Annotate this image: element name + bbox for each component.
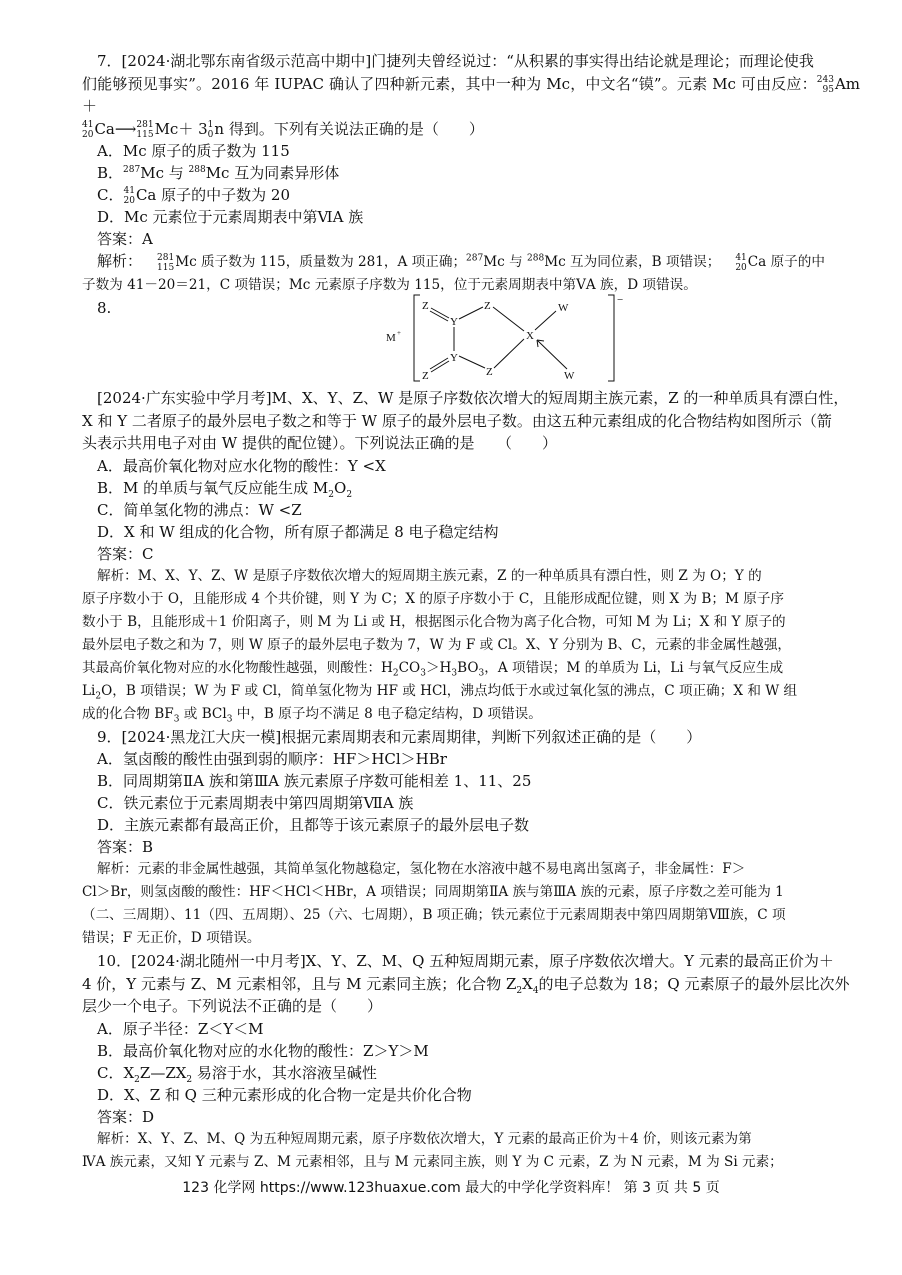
atom-z-top-left: Z <box>422 300 429 312</box>
atom-z-bottom-left: Z <box>422 370 429 382</box>
page-footer: 123 化学网 https://www.123huaxue.com 最大的中学化学资料库！ 第 3 页 共 5 页 <box>182 1180 720 1196</box>
atom-y-bottom: Y <box>450 352 458 364</box>
q10-option-b: B．最高价氧化物对应的水化物的酸性：Z＞Y＞M <box>97 1041 429 1060</box>
q8-structure-diagram <box>386 289 646 389</box>
atom-z-top: Z <box>484 300 491 312</box>
atom-x: X <box>526 330 534 342</box>
q8-explanation-line4: 最外层电子数之和为 7，则 W 原子的最外层电子数为 7，W 为 F 或 Cl。X、Y 分别为 B、C，元素的非金属性越强， <box>82 636 792 653</box>
q8-diagram-block <box>82 294 860 387</box>
q7-option-b: B．$^{287}$Mc 与 $^{288}$Mc 互为同素异形体 <box>97 164 340 182</box>
atom-z-bottom: Z <box>486 366 493 378</box>
q10-option-a: A．原子半径：Z＜Y＜M <box>97 1019 264 1038</box>
document-body <box>82 50 860 1174</box>
q10-option-d: D．X、Z 和 Q 三种元素形成的化合物一定是共价化合物 <box>97 1085 472 1104</box>
q8-explanation-line1: 解析：M、X、Y、Z、W 是原子序数依次增大的短周期主族元素，Z 的一种单质具有漂白性，则 Z 为 O；Y 的 <box>97 567 762 584</box>
q8-answer: 答案：C <box>97 544 154 563</box>
q8-option-c: C．简单氢化物的沸点：W <Z <box>97 500 302 519</box>
q8-stem-line1: [2024·广东实验中学月考]M、X、Y、Z、W 是原子序数依次增大的短周期主族元素，Z 的一种单质具有漂白性， <box>97 389 849 407</box>
q7-stem-line2: 们能够预见事实”。2016 年 IUPAC 确认了四种新元素，其中一种为 Mc，中文名“镆”。元素 Mc 可由反应： 243 95 Am＋ <box>82 74 860 115</box>
atom-w-bottom: W <box>564 370 575 382</box>
q9-explanation-line4: 错误；F 无正价，D 项错误。 <box>82 930 261 946</box>
q10-explanation-line1: 解析：X、Y、Z、M、Q 为五种短周期元素，原子序数依次增大，Y 元素的最高正价为＋4 价，则该元素为第 <box>97 1130 752 1147</box>
left-bracket <box>414 295 420 381</box>
q7-reaction-line: 41 20 Ca⟶ 281 115 Mc＋ 3 1 0 n 得到。下列有关说法正确的是（ ） <box>82 119 484 140</box>
q10-explanation-line2: ⅣA 族元素，又知 Y 元素与 Z、M 元素相邻，且与 M 元素同主族，则 Y 为 C 元素，Z 为 N 元素，M 为 Si 元素； <box>82 1153 783 1170</box>
q10-answer: 答案：D <box>97 1107 155 1126</box>
q8-option-b: B．M 的单质与氧气反应能生成 $M_2O_2$ <box>97 478 353 500</box>
q10-option-c: C．$X_2Z—ZX_2$ 易溶于水，其水溶液呈碱性 <box>97 1063 377 1085</box>
q7-option-c: C． 41 20 Ca 原子的中子数为 20 <box>97 186 290 206</box>
atom-y-top: Y <box>450 316 458 328</box>
q8-option-a: A．最高价氧化物对应水化物的酸性：Y <X <box>97 456 386 475</box>
q8-explanation-line2: 原子序数小于 O，且能形成 4 个共价键，则 Y 为 C；X 的原子序数小于 C，且能形成配位键，则 X 为 B；M 原子序 <box>82 590 785 607</box>
diagram-anion-charge: − <box>617 294 624 306</box>
q7-explanation: 解析： 281 115 Mc 质子数为 115，质量数为 281，A 项正确；$^{287}$Mc 与 $^{288}$Mc 互为同位素，B 项错误； 41 20 Ca 原子的中 <box>97 252 825 273</box>
q8-stem-line2: X 和 Y 二者原子的最外层电子数之和等于 W 原子的最外层电子数。由这五种元素组成的化合物结构如图所示（箭 <box>82 411 832 430</box>
atom-w-top: W <box>558 302 569 314</box>
q7-stem-line1: 7．[2024·湖北鄂东南省级示范高中期中]门捷列夫曾经说过：“从积累的事实得出结论就是理论；而理论使我 <box>97 52 814 70</box>
q9-explanation-line1: 解析：元素的非金属性越强，其简单氢化物越稳定，氢化物在水溶液中越不易电离出氢离子，非金属性：F＞ <box>97 861 746 877</box>
q8-explanation-line6: $Li_2O$，B 项错误；W 为 F 或 Cl，简单氢化物为 HF 或 HCl，沸点均低于水或过氧化氢的沸点，C 项正确；X 和 W 组 <box>82 682 798 702</box>
right-bracket <box>608 295 614 381</box>
q10-stem-line3: 层少一个电子。下列说法不正确的是（ ） <box>82 997 383 1015</box>
q8-explanation-line7: 成的化合物 $BF_3$ 或 BCl$_3$ 中，B 原子均不满足 8 电子稳定结构，D 项错误。 <box>82 705 542 725</box>
q8-stem-line3: 头表示共用电子对由 W 提供的配位键）。下列说法正确的是 （ ） <box>82 434 557 452</box>
q8-explanation-line5: 其最高价氧化物对应的水化物酸性越强，则酸性：$H_2CO_3>H_3BO_3$，A 项错误；M 的单质为 Li，Li 与氧气反应生成 <box>82 659 784 679</box>
diagram-cation: M <box>386 332 396 344</box>
q9-explanation-line3: （二、三周期）、11（四、五周期）、25（六、七周期），B 项正确；铁元素位于元素周期表中第四周期第Ⅷ族，C 项 <box>82 907 786 923</box>
q9-option-a: A．氢卤酸的酸性由强到弱的顺序：HF＞HCl＞HBr <box>97 750 447 768</box>
q7-answer: 答案：A <box>97 230 153 248</box>
q9-option-c: C．铁元素位于元素周期表中第四周期第ⅦA 族 <box>97 794 414 812</box>
q9-option-d: D．主族元素都有最高正价，且都等于该元素原子的最外层电子数 <box>97 816 530 834</box>
q8-number: 8. <box>97 299 112 317</box>
q9-option-b: B．同周期第ⅡA 族和第ⅢA 族元素原子序数可能相差 1、11、25 <box>97 772 532 790</box>
q7-explanation-line2: 子数为 41－20＝21，C 项错误；Mc 元素原子序数为 115，位于元素周期表中第ⅤA 族，D 项错误。 <box>82 277 697 293</box>
q8-option-d: D．X 和 W 组成的化合物，所有原子都满足 8 电子稳定结构 <box>97 522 499 541</box>
q9-explanation-line2: Cl＞Br，则氢卤酸的酸性：HF＜HCl＜HBr，A 项错误；同周期第ⅡA 族与第ⅢA 族的元素，原子序数之差可能为 1 <box>82 884 784 900</box>
q9-stem: 9．[2024·黑龙江大庆一模]根据元素周期表和元素周期律，判断下列叙述正确的是（ ） <box>97 727 702 746</box>
q8-explanation-line3: 数小于 B，且能形成＋1 价阳离子，则 M 为 Li 或 H，根据图示化合物为离子化合物，可知 M 为 Li；X 和 Y 原子的 <box>82 613 786 630</box>
q7-option-d: D．Mc 元素位于元素周期表中第ⅥA 族 <box>97 208 364 226</box>
q9-answer: 答案：B <box>97 838 154 856</box>
q10-stem-line1: 10．[2024·湖北随州一中月考]X、Y、Z、M、Q 五种短周期元素，原子序数依次增大。Y 元素的最高正价为＋ <box>97 952 834 970</box>
q10-stem-line2: 4 价，Y 元素与 Z、M 元素相邻，且与 M 元素同主族；化合物 $Z_2X_4$的电子总数为 18；Q 元素原子的最外层比次外 <box>82 974 850 996</box>
q7-option-a: A．Mc 原子的质子数为 115 <box>97 142 290 160</box>
diagram-cation-charge: + <box>397 329 401 337</box>
